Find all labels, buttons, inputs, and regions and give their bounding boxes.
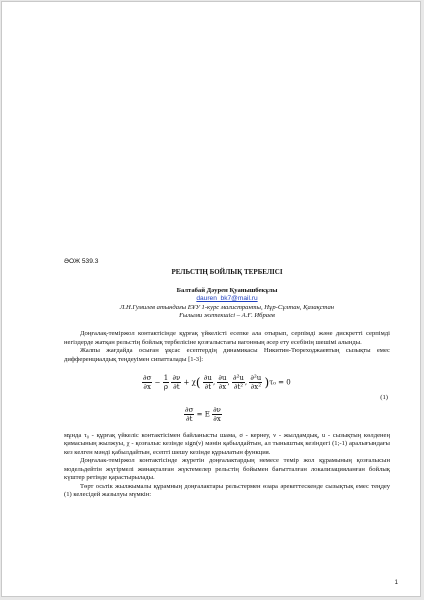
document-page [1, 1, 421, 597]
article-title: РЕЛЬСТІҢ БОЙЛЫҚ ТЕРБЕЛІСІ [171, 268, 283, 277]
author-name: Балтабай Дәурен Қуанышбекұлы [176, 286, 278, 294]
final-paragraph: Төрт осьтік жылжымалы құрамның доңғалактары рельстермен өзара әрекеттескенде сызықтық емес теңдеу (1) келесідей жазылуы мүмкін: [64, 482, 390, 498]
udk-code: ӘОЖ 539.3 [64, 258, 99, 265]
equation-first: $\frac{\partial\sigma}{\partial x}$ − $\frac{1}{\rho}$ $\frac{\partial\nu}{\partial t}$ + χ( $\frac{\partial u}{\partial t}$ , $\frac{\partial u}{\partial x}$ , $\frac{\text{∂²u}}{\text{∂t²}}$ , $\frac{\text{∂²u}}{\text{∂x²}}$ )τ₀ = 0 [143, 374, 291, 392]
article-body [64, 258, 390, 499]
equation-system [64, 368, 390, 432]
author-email-link[interactable]: dauren_bk7@mail.ru [196, 295, 258, 303]
equation-number: (1) [380, 394, 388, 402]
scientific-advisor: Ғылыми жетекшісі – А.Ғ. Ибраев [179, 312, 275, 320]
page-number: 1 [394, 580, 398, 586]
intro-paragraph: Жалпы жағдайда осыған ұқсас есептердің динамикасы Никитин-Тюреходжаевтың сызықты емес дифференциалдық теңдеуімен сипатталады [1-3]: [64, 347, 390, 363]
equation-second: $\frac{\partial\sigma}{\partial t}$ = E $\frac{\partial\nu}{\partial x}$ [185, 406, 221, 424]
variables-paragraph: мұнда τ₀ - құрғақ үйкеліс контактісімен байланысты шама, σ - кернеу, ν - жылдамдық, u - сызықтың көлденең қимасының жылжуы, χ - қозғалыс кезінде sign(ν) мәнін қабылдайтын, ал тыныштық кезіндегі (1;-1) аралығындағы кез келген мәнді қабылдайтын, есепті шешу кезінде құрылатын функция. [64, 432, 390, 456]
loads-paragraph: Доңғалак-темiржол контактісінде жүретін доңғалактардың немесе темір жол құрамының қозғалысын модельдейтін жүгірмелі жинақталған жүктемелер рельстің бойымен бағытталған локализацияланған бойлық күштер ретінде қарастырылады. [64, 457, 390, 482]
author-affiliation: Л.Н.Гумилев атындағы ЕҰУ 1-курс магистранты, Нұр-Сұлтан, Қазақстан [119, 303, 335, 311]
abstract-paragraph: Доңғалақ-темiржол контактісінде құрғақ үйкелісті есепке ала отырып, серпімді және дискретті серпімді негіздерде жатқан рельстің бойлық тербелісіне қозғалыстағы вагонның әсер ету есебінің шешімі алынды. [64, 330, 390, 346]
